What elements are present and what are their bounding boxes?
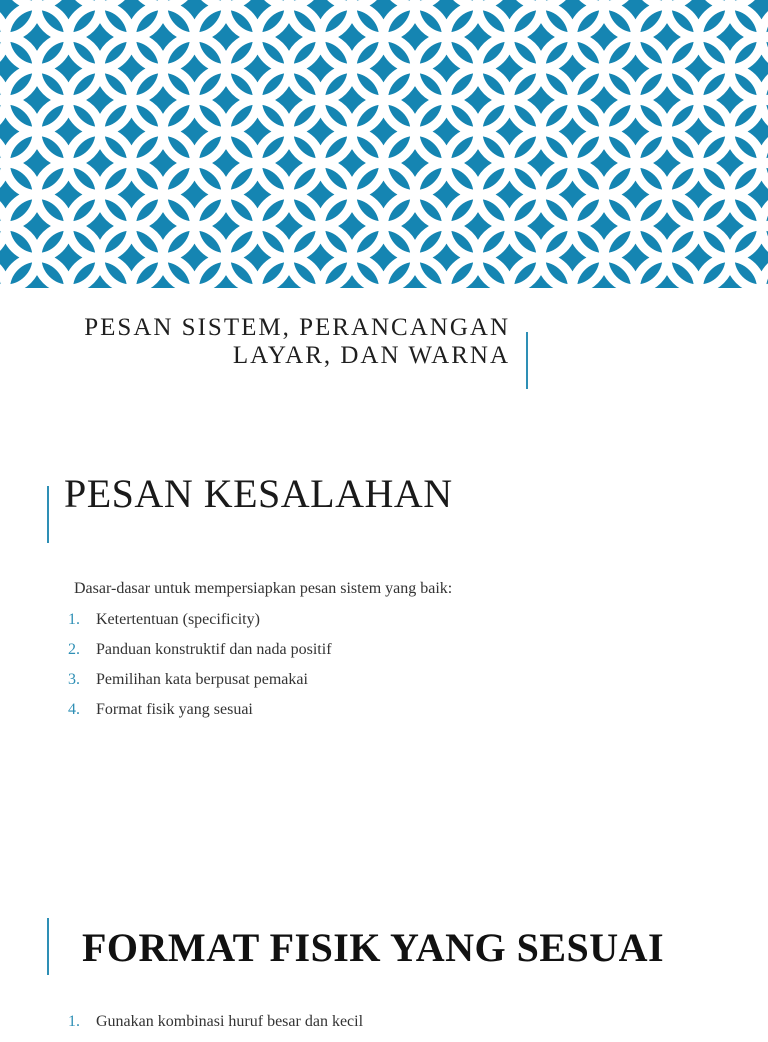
section2-accent-line	[47, 918, 49, 975]
title-line-2: LAYAR, DAN WARNA	[232, 342, 510, 369]
list-item	[68, 700, 332, 730]
section1-intro: Dasar-dasar untuk mempersiapkan pesan sistem yang baik:	[74, 580, 453, 597]
list-item	[68, 640, 332, 670]
interlocking-circles-pattern	[0, 0, 768, 288]
list-item	[68, 1012, 363, 1042]
list-number: 4.	[68, 701, 80, 718]
list-number: 3.	[68, 671, 80, 688]
list-text: Format fisik yang sesuai	[96, 701, 253, 718]
list-item	[68, 610, 332, 640]
list-number: 1.	[68, 1013, 80, 1030]
list-text: Pemilihan kata berpusat pemakai	[96, 671, 308, 688]
list-number: 1.	[68, 611, 80, 628]
list-text: Gunakan kombinasi huruf besar dan kecil	[96, 1013, 364, 1030]
section2-heading: FORMAT FISIK YANG SESUAI	[82, 925, 665, 970]
list-number: 2.	[68, 641, 80, 658]
list-text: Ketertentuan (specificity)	[96, 611, 260, 628]
title-line-1: PESAN SISTEM, PERANCANGAN	[84, 314, 510, 341]
section1-heading: PESAN KESALAHAN	[64, 471, 453, 516]
title-accent-line	[526, 332, 528, 389]
section1-list	[68, 610, 332, 730]
section1-accent-line	[47, 486, 49, 543]
slide-title	[84, 314, 510, 370]
section2-list	[68, 1012, 363, 1042]
list-text: Panduan konstruktif dan nada positif	[96, 641, 332, 658]
list-item	[68, 670, 332, 700]
pattern-banner	[0, 0, 768, 288]
